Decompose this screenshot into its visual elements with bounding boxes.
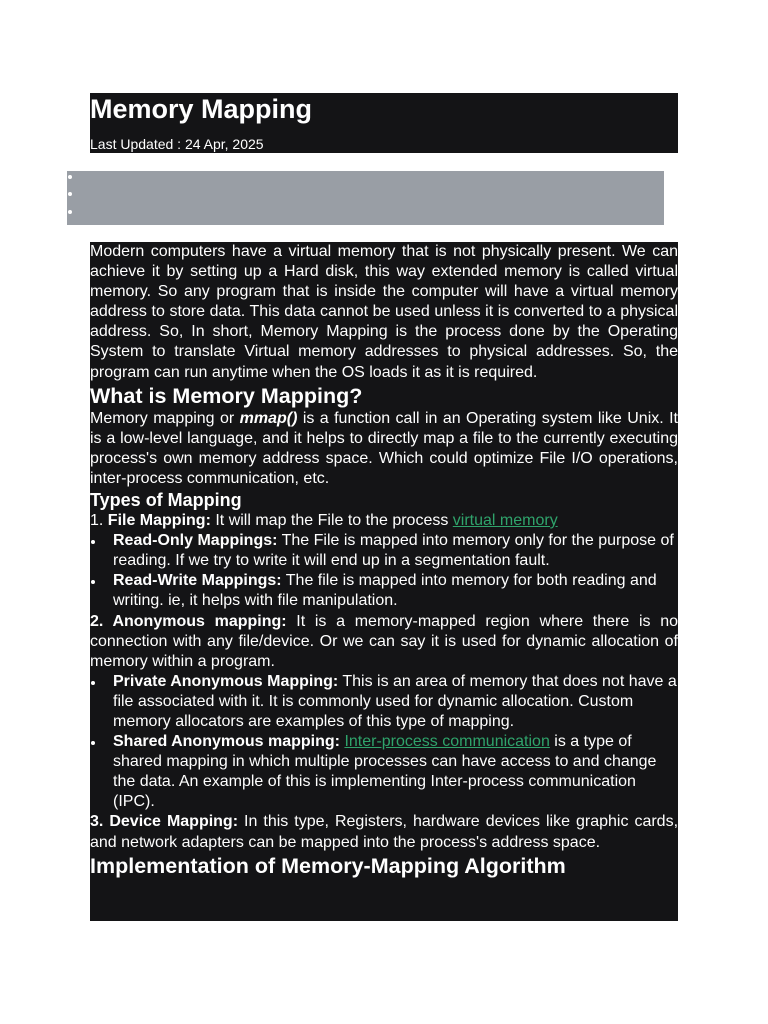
anonymous-mapping-text: It is a memory-mapped region where there is no connection with any file/device. Or we can say it is used for dynamic allocation of memory within a program. <box>90 612 679 670</box>
page-title: Memory Mapping <box>90 94 313 124</box>
private-anonymous-text: This is an area of memory that does not have a file associated with it. It is commonly used for dynamic allocation. Custom memory allocators are examples of this type of mapping. <box>113 672 677 730</box>
read-write-text: The file is mapped into memory for both reading and writing. ie, it helps with file manipulation. <box>113 572 657 610</box>
file-mapping-list <box>90 531 678 611</box>
shared-anonymous-text: is a type of shared mapping in which multiple processes can have access to and change the data. An example of this is implementing Inter-process communication (IPC). <box>113 733 657 811</box>
toolbar-bullet[interactable] <box>68 210 72 214</box>
read-write-label: Read-Write Mappings: <box>113 572 282 590</box>
anonymous-mapping-list <box>90 672 678 813</box>
last-updated: Last Updated : 24 Apr, 2025 <box>90 136 264 152</box>
file-mapping-label: File Mapping: <box>107 512 211 530</box>
list-item-read-only <box>113 531 678 571</box>
mmap-paragraph <box>90 409 678 489</box>
mmap-code: mmap() <box>239 409 298 427</box>
list-item-read-write <box>113 571 678 611</box>
intro-paragraph: Modern computers have a virtual memory that is not physically present. We can achieve it by setting up a Hard disk, this way extended memory is called virtual memory. So any program that is inside the computer will have a virtual memory address to store data. This data cannot be used unless it is converted to a physical address. So, In short, Memory Mapping is the process done by the Operating System to translate Virtual memory addresses to physical addresses. So, the program can run anytime when the OS loads it as it is required. <box>90 243 678 381</box>
read-only-label: Read-Only Mappings: <box>113 532 278 550</box>
read-only-text: The File is mapped into memory only for the purpose of reading. If we try to write it will end up in a segmentation fault. <box>113 532 674 570</box>
anonymous-mapping-label: 2. Anonymous mapping: <box>90 612 287 630</box>
inter-process-communication-link[interactable]: Inter-process communication <box>344 733 550 751</box>
anonymous-mapping-paragraph <box>90 612 678 672</box>
article-body <box>90 242 678 921</box>
mmap-text-after: is a function call in an Operating system like Unix. It is a low-level language, and it helps to directly map a file to the currently executing process's own memory address space. Which could optimize File I/O operations, inter-process communication, etc. <box>90 409 678 487</box>
device-mapping-label: 3. Device Mapping: <box>90 813 239 831</box>
list-item-private-anonymous <box>113 672 678 732</box>
file-mapping-number: 1. <box>90 512 108 530</box>
section-heading-what-is: What is Memory Mapping? <box>90 383 363 408</box>
file-mapping-paragraph <box>90 511 678 531</box>
toolbar-bullet[interactable] <box>68 175 72 179</box>
shared-anonymous-label: Shared Anonymous mapping: <box>113 733 340 751</box>
private-anonymous-label: Private Anonymous Mapping: <box>113 672 339 690</box>
toolbar-bullet[interactable] <box>68 192 72 196</box>
virtual-memory-link[interactable]: virtual memory <box>452 512 558 530</box>
list-item-shared-anonymous <box>113 732 678 812</box>
share-toolbar <box>67 171 664 225</box>
device-mapping-text: In this type, Registers, hardware devices like graphic cards, and network adapters can be mapped into the process's address space. <box>90 813 679 851</box>
article-header <box>90 93 678 153</box>
device-mapping-paragraph <box>90 812 678 852</box>
types-heading: Types of Mapping <box>90 490 242 511</box>
file-mapping-text: It will map the File to the process <box>210 512 453 530</box>
section-heading-implementation: Implementation of Memory-Mapping Algorithm <box>90 853 566 878</box>
mmap-text-before: Memory mapping or <box>90 409 240 427</box>
